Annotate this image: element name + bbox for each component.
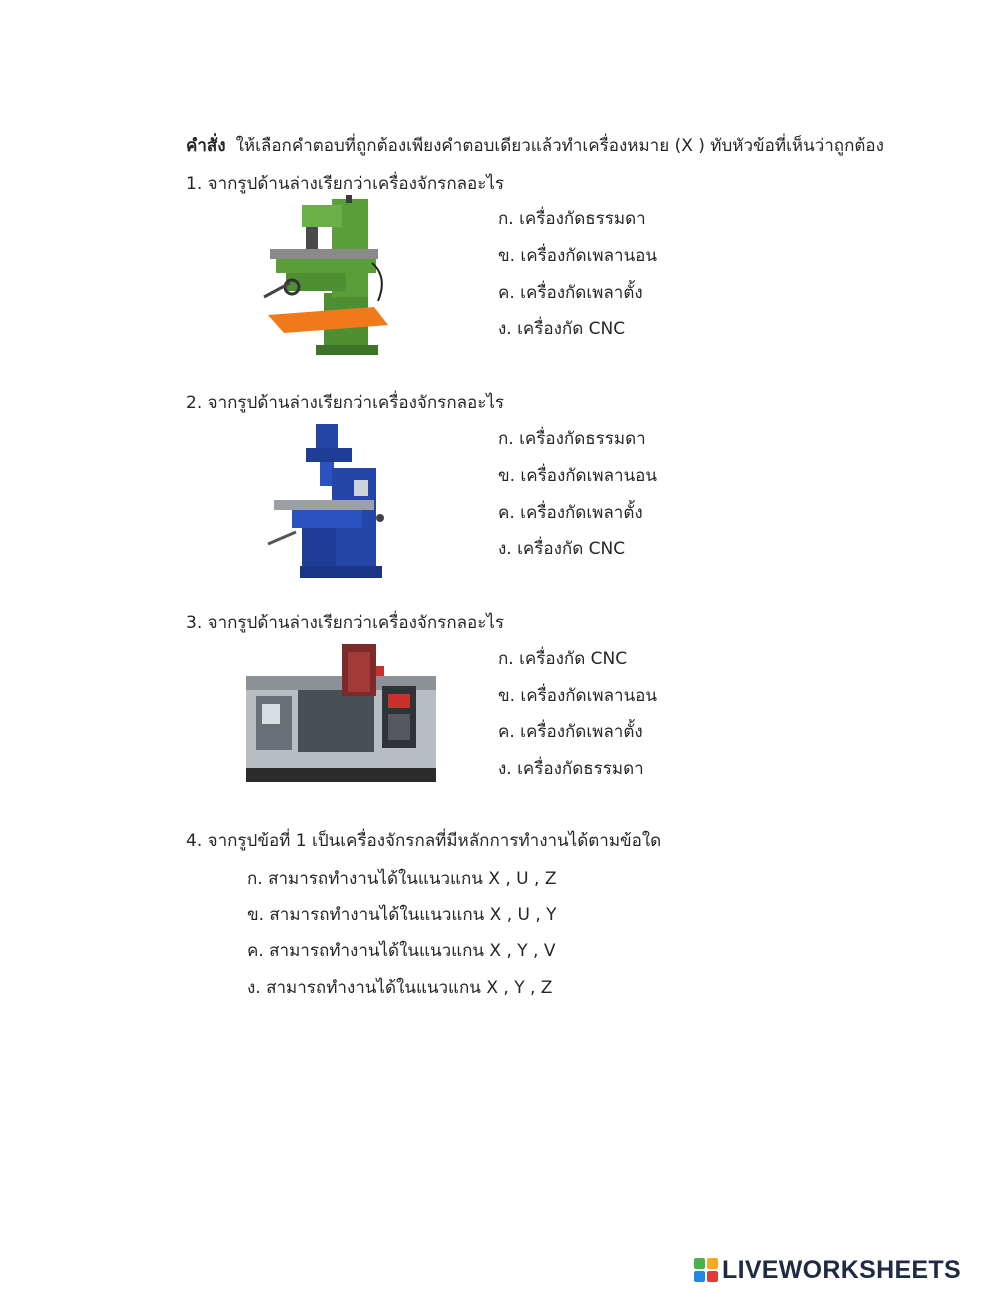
liveworksheets-logo[interactable] (694, 1255, 961, 1285)
logo-wordmark: LIVEWORKSHEETS (722, 1255, 961, 1284)
q4-option-b[interactable]: ข. สามารถทำงานได้ในแนวแกน X , U , Y (247, 905, 557, 925)
logo-tile (707, 1258, 718, 1269)
logo-tile (694, 1271, 705, 1282)
q4-option-d[interactable]: ง. สามารถทำงานได้ในแนวแกน X , Y , Z (247, 978, 553, 998)
q1-option-c[interactable]: ค. เครื่องกัดเพลาตั้ง (498, 283, 643, 303)
q4-option-a[interactable]: ก. สามารถทำงานได้ในแนวแกน X , U , Z (247, 869, 557, 889)
instructions-text: ให้เลือกคำตอบที่ถูกต้องเพียงคำตอบเดียวแล้วทำเครื่องหมาย (X ) ทับหัวข้อที่เห็นว่าถูกต้อง (235, 136, 884, 156)
q1-option-d[interactable]: ง. เครื่องกัด CNC (498, 319, 626, 339)
question-3: 3. จากรูปด้านล่างเรียกว่าเครื่องจักรกลอะไร (186, 613, 505, 633)
question-4: 4. จากรูปข้อที่ 1 เป็นเครื่องจักรกลที่มีหลักการทำงานได้ตามข้อใด (186, 831, 662, 851)
milling-machine-green-image (262, 193, 394, 357)
q4-option-c[interactable]: ค. สามารถทำงานได้ในแนวแกน X , Y , V (247, 941, 556, 961)
instructions (186, 132, 884, 159)
q3-option-b[interactable]: ข. เครื่องกัดเพลานอน (498, 686, 658, 706)
logo-tiles-icon (694, 1258, 718, 1282)
q3-option-d[interactable]: ง. เครื่องกัดธรรมดา (498, 759, 644, 779)
q3-option-a[interactable]: ก. เครื่องกัด CNC (498, 649, 628, 669)
logo-tile (707, 1271, 718, 1282)
question-1: 1. จากรูปด้านล่างเรียกว่าเครื่องจักรกลอะไร (186, 174, 505, 194)
q2-option-a[interactable]: ก. เครื่องกัดธรรมดา (498, 429, 646, 449)
q2-option-d[interactable]: ง. เครื่องกัด CNC (498, 539, 626, 559)
logo-tile (694, 1258, 705, 1269)
q3-option-c[interactable]: ค. เครื่องกัดเพลาตั้ง (498, 722, 643, 742)
cnc-machine-image (242, 642, 440, 786)
q1-option-a[interactable]: ก. เครื่องกัดธรรมดา (498, 209, 646, 229)
milling-machine-blue-image (266, 420, 386, 580)
q2-option-b[interactable]: ข. เครื่องกัดเพลานอน (498, 466, 658, 486)
instructions-label: คำสั่ง (186, 136, 226, 156)
q1-option-b[interactable]: ข. เครื่องกัดเพลานอน (498, 246, 658, 266)
q2-option-c[interactable]: ค. เครื่องกัดเพลาตั้ง (498, 503, 643, 523)
question-2: 2. จากรูปด้านล่างเรียกว่าเครื่องจักรกลอะไร (186, 393, 505, 413)
